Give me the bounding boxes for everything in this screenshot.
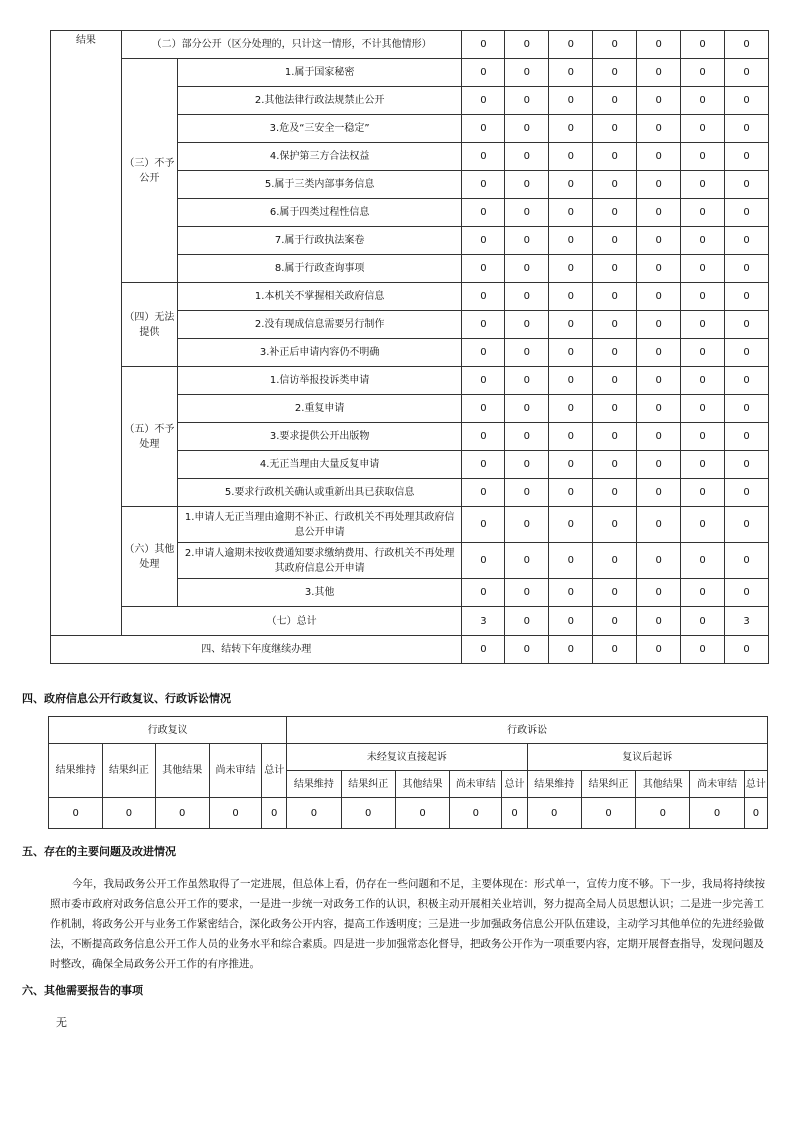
value-cell: 0	[462, 507, 505, 543]
value-cell: 3	[725, 607, 769, 636]
value-cell: 3	[462, 607, 505, 636]
value-cell: 0	[505, 479, 549, 507]
value-cell: 0	[725, 255, 769, 283]
value-cell: 0	[462, 451, 505, 479]
value-cell: 0	[681, 227, 725, 255]
value-cell: 0	[636, 798, 690, 829]
value-cell: 0	[593, 479, 637, 507]
row-label: 3.危及“三安全一稳定”	[177, 115, 462, 143]
value-cell: 0	[725, 115, 769, 143]
row-label: 2.重复申请	[177, 395, 462, 423]
row-label: 1.本机关不掌握相关政府信息	[177, 283, 462, 311]
after-col-header: 总计	[744, 771, 767, 798]
value-cell: 0	[725, 283, 769, 311]
row-label: 2.其他法律行政法规禁止公开	[177, 87, 462, 115]
value-cell: 0	[637, 283, 681, 311]
value-cell: 0	[681, 255, 725, 283]
value-cell: 0	[681, 479, 725, 507]
group-label: （六）其他 处理	[121, 507, 177, 607]
value-cell: 0	[725, 543, 769, 579]
value-cell: 0	[505, 227, 549, 255]
after-review-header: 复议后起诉	[527, 744, 767, 771]
value-cell: 0	[593, 255, 637, 283]
direct-col-header: 其他结果	[395, 771, 449, 798]
value-cell: 0	[593, 171, 637, 199]
value-cell: 0	[681, 171, 725, 199]
value-cell: 0	[593, 87, 637, 115]
value-cell: 0	[593, 579, 637, 607]
value-cell: 0	[690, 798, 744, 829]
row-label: 5.要求行政机关确认或重新出具已获取信息	[177, 479, 462, 507]
value-cell: 0	[505, 171, 549, 199]
value-cell: 0	[593, 607, 637, 636]
value-cell: 0	[637, 607, 681, 636]
value-cell: 0	[681, 579, 725, 607]
review-col-header: 总计	[262, 744, 287, 798]
value-cell: 0	[462, 636, 505, 664]
value-cell: 0	[725, 227, 769, 255]
value-cell: 0	[549, 87, 593, 115]
value-cell: 0	[593, 283, 637, 311]
row-label: 2.没有现成信息需要另行制作	[177, 311, 462, 339]
value-cell: 0	[725, 171, 769, 199]
value-cell: 0	[637, 451, 681, 479]
value-cell: 0	[593, 367, 637, 395]
review-col-header: 结果纠正	[103, 744, 155, 798]
value-cell: 0	[462, 59, 505, 87]
value-cell: 0	[505, 507, 549, 543]
value-cell: 0	[637, 31, 681, 59]
value-cell: 0	[462, 227, 505, 255]
review-litigation-table	[48, 716, 768, 829]
value-cell: 0	[681, 115, 725, 143]
value-cell: 0	[637, 227, 681, 255]
value-cell: 0	[681, 311, 725, 339]
value-cell: 0	[262, 798, 287, 829]
value-cell: 0	[681, 339, 725, 367]
value-cell: 0	[505, 283, 549, 311]
value-cell: 0	[637, 543, 681, 579]
value-cell: 0	[341, 798, 395, 829]
value-cell: 0	[462, 311, 505, 339]
value-cell: 0	[462, 423, 505, 451]
direct-col-header: 结果纠正	[341, 771, 395, 798]
group-label: （五）不予 处理	[121, 367, 177, 507]
value-cell: 0	[462, 395, 505, 423]
value-cell: 0	[637, 171, 681, 199]
value-cell: 0	[209, 798, 261, 829]
row-label: 5.属于三类内部事务信息	[177, 171, 462, 199]
value-cell: 0	[505, 607, 549, 636]
value-cell: 0	[549, 255, 593, 283]
value-cell: 0	[725, 311, 769, 339]
value-cell: 0	[505, 31, 549, 59]
value-cell: 0	[681, 636, 725, 664]
row-label: 1.属于国家秘密	[177, 59, 462, 87]
row-label: 4.无正当理由大量反复申请	[177, 451, 462, 479]
value-cell: 0	[549, 451, 593, 479]
after-col-header: 尚未审结	[690, 771, 744, 798]
value-cell: 0	[637, 636, 681, 664]
value-cell: 0	[549, 199, 593, 227]
value-cell: 0	[505, 367, 549, 395]
value-cell: 0	[681, 31, 725, 59]
group-label: （四）无法 提供	[121, 283, 177, 367]
value-cell: 0	[637, 143, 681, 171]
value-cell: 0	[725, 451, 769, 479]
value-cell: 0	[725, 579, 769, 607]
value-cell: 0	[462, 543, 505, 579]
value-cell: 0	[725, 507, 769, 543]
value-cell: 0	[593, 143, 637, 171]
value-cell: 0	[681, 423, 725, 451]
admin-review-header: 行政复议	[49, 717, 287, 744]
row-label: 7.属于行政执法案卷	[177, 227, 462, 255]
value-cell: 0	[593, 451, 637, 479]
value-cell: 0	[681, 507, 725, 543]
value-cell: 0	[505, 115, 549, 143]
value-cell: 0	[593, 115, 637, 143]
value-cell: 0	[462, 31, 505, 59]
value-cell: 0	[725, 636, 769, 664]
value-cell: 0	[637, 311, 681, 339]
value-cell: 0	[593, 543, 637, 579]
value-cell: 0	[549, 367, 593, 395]
value-cell: 0	[681, 283, 725, 311]
value-cell: 0	[505, 311, 549, 339]
value-cell: 0	[395, 798, 449, 829]
value-cell: 0	[681, 199, 725, 227]
value-cell: 0	[462, 283, 505, 311]
row-label: 4.保护第三方合法权益	[177, 143, 462, 171]
section6-content: 无	[56, 1016, 67, 1029]
value-cell: 0	[502, 798, 527, 829]
value-cell: 0	[593, 636, 637, 664]
section6-title: 六、其他需要报告的事项	[22, 984, 143, 997]
row-label: 3.其他	[177, 579, 462, 607]
value-cell: 0	[505, 451, 549, 479]
value-cell: 0	[505, 59, 549, 87]
value-cell: 0	[725, 143, 769, 171]
value-cell: 0	[549, 507, 593, 543]
after-col-header: 其他结果	[636, 771, 690, 798]
review-col-header: 其他结果	[155, 744, 209, 798]
value-cell: 0	[725, 423, 769, 451]
value-cell: 0	[637, 59, 681, 87]
review-col-header: 结果维持	[49, 744, 103, 798]
section5-title: 五、存在的主要问题及改进情况	[22, 845, 176, 858]
value-cell: 0	[681, 395, 725, 423]
value-cell: 0	[462, 87, 505, 115]
value-cell: 0	[681, 143, 725, 171]
value-cell: 0	[505, 339, 549, 367]
value-cell: 0	[549, 636, 593, 664]
application-result-table	[50, 30, 769, 664]
value-cell: 0	[581, 798, 635, 829]
value-cell: 0	[593, 423, 637, 451]
value-cell: 0	[549, 171, 593, 199]
value-cell: 0	[637, 579, 681, 607]
value-cell: 0	[549, 579, 593, 607]
value-cell: 0	[637, 199, 681, 227]
value-cell: 0	[505, 199, 549, 227]
value-cell: 0	[549, 395, 593, 423]
value-cell: 0	[593, 311, 637, 339]
value-cell: 0	[49, 798, 103, 829]
value-cell: 0	[637, 367, 681, 395]
value-cell: 0	[505, 143, 549, 171]
value-cell: 0	[593, 507, 637, 543]
admin-litigation-header: 行政诉讼	[287, 717, 768, 744]
value-cell: 0	[549, 423, 593, 451]
value-cell: 0	[549, 543, 593, 579]
direct-col-header: 结果维持	[287, 771, 341, 798]
value-cell: 0	[155, 798, 209, 829]
value-cell: 0	[637, 115, 681, 143]
results-label: 结果	[51, 31, 122, 636]
row-label: 2.申请人逾期未按收费通知要求缴纳费用、行政机关不再处理其政府信息公开申请	[177, 543, 462, 579]
carry-label: 四、结转下年度继续办理	[51, 636, 462, 664]
value-cell: 0	[593, 395, 637, 423]
value-cell: 0	[462, 143, 505, 171]
group-label: （三）不予 公开	[121, 59, 177, 283]
value-cell: 0	[681, 543, 725, 579]
value-cell: 0	[462, 479, 505, 507]
value-cell: 0	[593, 339, 637, 367]
value-cell: 0	[725, 87, 769, 115]
value-cell: 0	[593, 199, 637, 227]
value-cell: 0	[725, 59, 769, 87]
value-cell: 0	[549, 227, 593, 255]
row-label: 1.信访举报投诉类申请	[177, 367, 462, 395]
value-cell: 0	[287, 798, 341, 829]
value-cell: 0	[462, 367, 505, 395]
value-cell: 0	[681, 607, 725, 636]
direct-col-header: 尚未审结	[450, 771, 502, 798]
row-label: 6.属于四类过程性信息	[177, 199, 462, 227]
part-open-label: （二）部分公开（区分处理的，只计这一情形，不计其他情形）	[121, 31, 462, 59]
value-cell: 0	[725, 367, 769, 395]
after-col-header: 结果纠正	[581, 771, 635, 798]
row-label: 8.属于行政查询事项	[177, 255, 462, 283]
value-cell: 0	[637, 423, 681, 451]
value-cell: 0	[725, 479, 769, 507]
value-cell: 0	[637, 395, 681, 423]
value-cell: 0	[637, 479, 681, 507]
review-col-header: 尚未审结	[209, 744, 261, 798]
section4-title: 四、政府信息公开行政复议、行政诉讼情况	[22, 692, 231, 705]
value-cell: 0	[505, 579, 549, 607]
value-cell: 0	[637, 339, 681, 367]
value-cell: 0	[103, 798, 155, 829]
value-cell: 0	[593, 31, 637, 59]
value-cell: 0	[725, 199, 769, 227]
value-cell: 0	[462, 339, 505, 367]
value-cell: 0	[505, 87, 549, 115]
value-cell: 0	[462, 255, 505, 283]
value-cell: 0	[505, 636, 549, 664]
value-cell: 0	[593, 59, 637, 87]
value-cell: 0	[725, 31, 769, 59]
value-cell: 0	[637, 507, 681, 543]
value-cell: 0	[681, 87, 725, 115]
row-label: 1.申请人无正当理由逾期不补正、行政机关不再处理其政府信息公开申请	[177, 507, 462, 543]
value-cell: 0	[549, 143, 593, 171]
value-cell: 0	[505, 255, 549, 283]
after-col-header: 结果维持	[527, 771, 581, 798]
value-cell: 0	[549, 31, 593, 59]
value-cell: 0	[725, 339, 769, 367]
total-label: （七）总计	[121, 607, 462, 636]
value-cell: 0	[637, 87, 681, 115]
value-cell: 0	[549, 479, 593, 507]
value-cell: 0	[505, 543, 549, 579]
row-label: 3.要求提供公开出版物	[177, 423, 462, 451]
value-cell: 0	[549, 115, 593, 143]
value-cell: 0	[681, 367, 725, 395]
value-cell: 0	[450, 798, 502, 829]
value-cell: 0	[549, 59, 593, 87]
value-cell: 0	[549, 311, 593, 339]
value-cell: 0	[725, 395, 769, 423]
value-cell: 0	[462, 115, 505, 143]
row-label: 3.补正后申请内容仍不明确	[177, 339, 462, 367]
direct-suit-header: 未经复议直接起诉	[287, 744, 527, 771]
value-cell: 0	[681, 451, 725, 479]
value-cell: 0	[549, 339, 593, 367]
section5-paragraph: 今年，我局政务公开工作虽然取得了一定进展，但总体上看，仍存在一些问题和不足，主要体现在：形式单一，宣传力度不够。下一步，我局将持续按照市委市政府对政务信息公开工作的要求，一是进一步统一对政务工作的认识，积极主动开展相关业培训，努力提高全局人员思想认识；二是进一步完善工作机制，将政务公开与业务工作紧密结合，深化政务公开内容，提高工作透明度；三是进一步加强政务信息公开队伍建设，主动学习其他单位的先进经验做法，不断提高政务信息公开工作人员的业务水平和综合素质。四是进一步加强常态化督导，把政务公开作为一项重要内容，定期开展督查指导，发现问题及时整改，确保全局政务公开工作的有序推进。	[50, 878, 765, 970]
value-cell: 0	[527, 798, 581, 829]
value-cell: 0	[462, 171, 505, 199]
value-cell: 0	[744, 798, 767, 829]
value-cell: 0	[505, 423, 549, 451]
value-cell: 0	[549, 283, 593, 311]
value-cell: 0	[681, 59, 725, 87]
value-cell: 0	[462, 199, 505, 227]
value-cell: 0	[593, 227, 637, 255]
value-cell: 0	[462, 579, 505, 607]
direct-col-header: 总计	[502, 771, 527, 798]
value-cell: 0	[505, 395, 549, 423]
value-cell: 0	[637, 255, 681, 283]
value-cell: 0	[549, 607, 593, 636]
